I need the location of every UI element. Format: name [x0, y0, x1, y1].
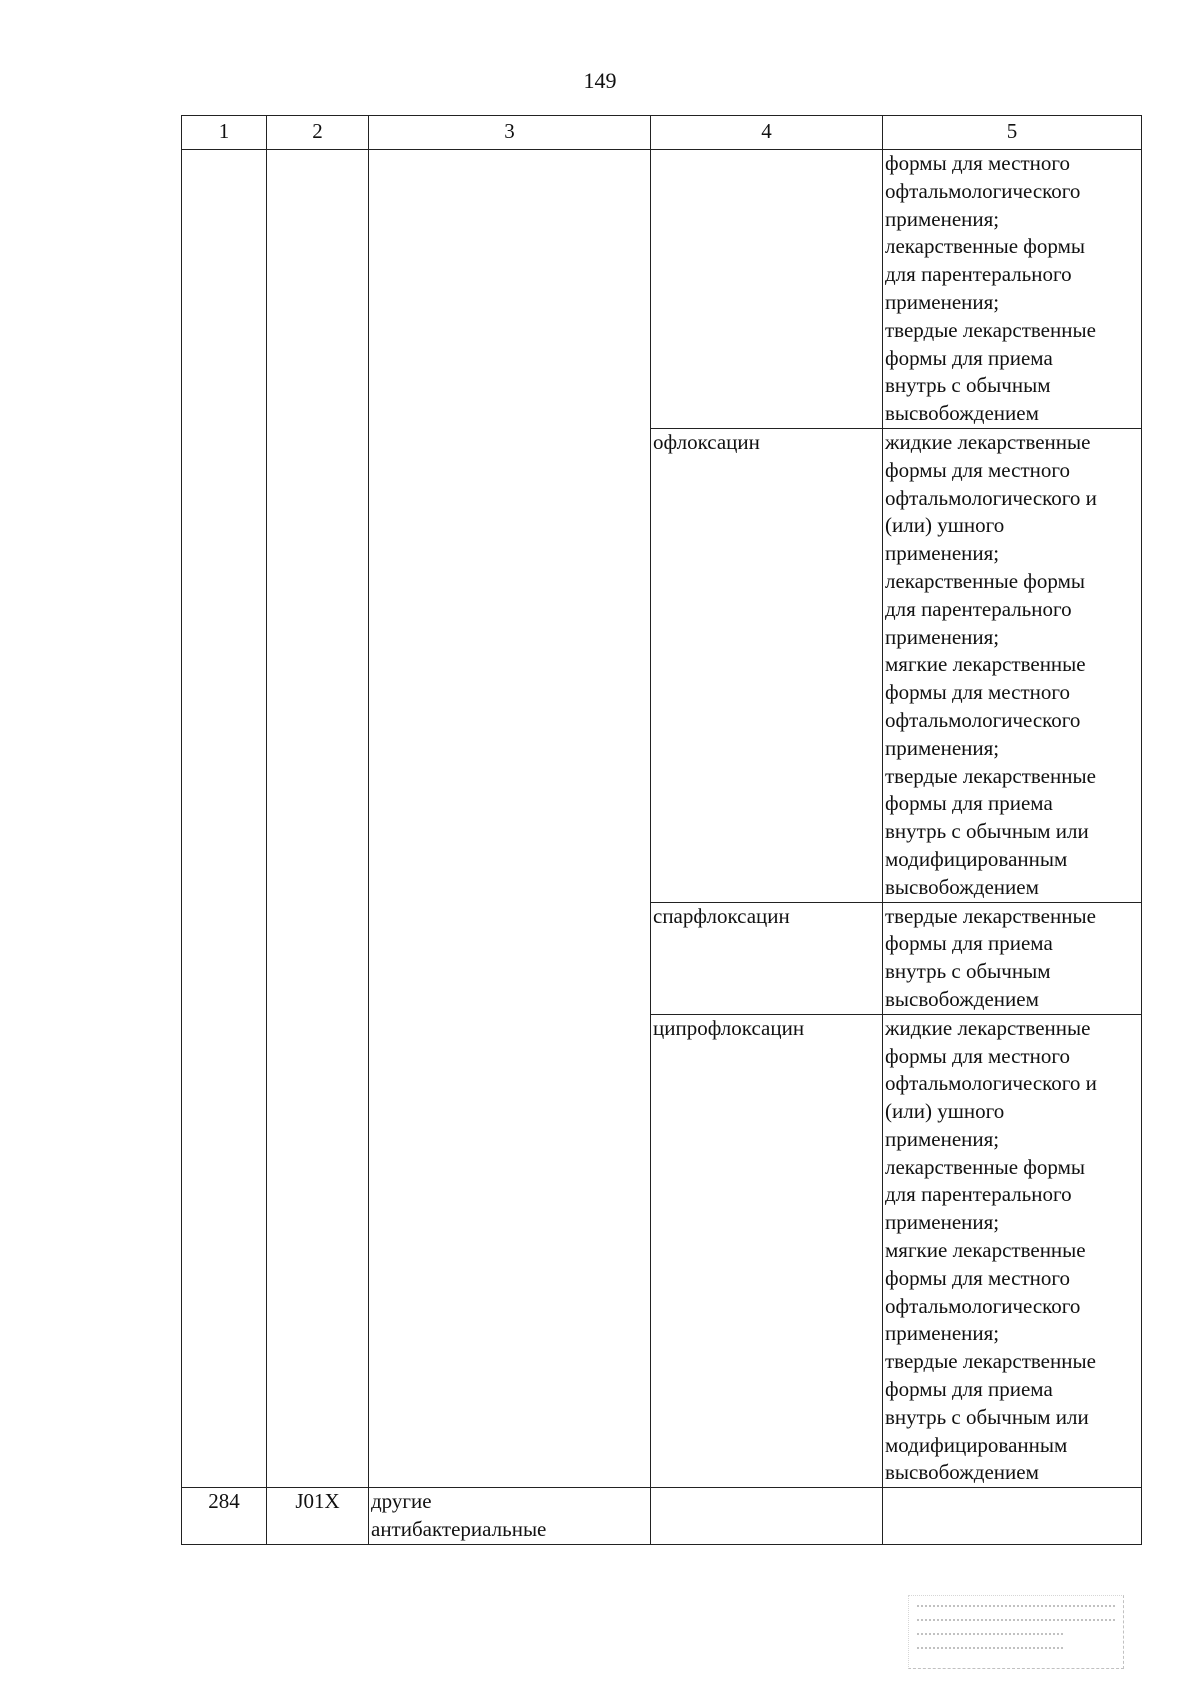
dosage-form-line: высвобождением	[885, 1460, 1039, 1485]
stamp-line	[917, 1633, 1063, 1638]
dosage-form-line: жидкие лекарственные	[885, 1015, 1091, 1040]
dosage-form-line: высвобождением	[885, 986, 1039, 1011]
dosage-form-line: внутрь с обычным или	[885, 1404, 1089, 1429]
dosage-form-line: мягкие лекарственные	[885, 652, 1086, 677]
dosage-form-line: лекарственные формы	[885, 234, 1085, 259]
dosage-form-line: формы для местного	[885, 151, 1070, 175]
dosage-form-line: формы для приема	[885, 931, 1053, 956]
dosage-forms-cell	[883, 1488, 1142, 1545]
group-cell	[369, 1488, 651, 1545]
dosage-form-line: формы для приема	[885, 791, 1053, 816]
code-cell	[267, 150, 369, 1488]
group-name-line: другие	[371, 1489, 432, 1514]
dosage-form-line: высвобождением	[885, 401, 1039, 426]
dosage-form-line: твердые лекарственные	[885, 317, 1096, 342]
dosage-forms-cell	[883, 902, 1142, 1014]
dosage-form-line: применения;	[885, 1210, 1000, 1235]
dosage-form-line: (или) ушного	[885, 513, 1005, 538]
dosage-form-line: формы для местного	[885, 457, 1070, 482]
stamp-line	[917, 1605, 1115, 1610]
dosage-form-line: (или) ушного	[885, 1099, 1005, 1124]
dosage-form-line: применения;	[885, 1321, 1000, 1346]
column-header-5: 5	[883, 116, 1142, 150]
dosage-form-line: твердые лекарственные	[885, 763, 1096, 788]
drug-name-cell: офлоксацин	[651, 428, 883, 902]
drug-name-cell	[651, 1488, 883, 1545]
dosage-forms-cell	[883, 428, 1142, 902]
dosage-forms-cell	[883, 150, 1142, 429]
dosage-form-line: модифицированным	[885, 846, 1068, 871]
dosage-form-line: применения;	[885, 624, 1000, 649]
code-cell: J01X	[267, 1488, 369, 1545]
dosage-form-line: внутрь с обычным или	[885, 819, 1089, 844]
dosage-form-line: формы для местного	[885, 680, 1070, 705]
dosage-form-line: применения;	[885, 206, 1000, 231]
dosage-form-line: для парентерального	[885, 1182, 1072, 1207]
dosage-form-line: офтальмологического и	[885, 1071, 1097, 1096]
dosage-form-line: формы для приема	[885, 345, 1053, 370]
dosage-form-line: офтальмологического	[885, 178, 1081, 203]
dosage-forms-cell	[883, 1014, 1142, 1488]
page-number: 149	[583, 68, 617, 93]
dosage-form-line: мягкие лекарственные	[885, 1238, 1086, 1263]
dosage-form-line: формы для местного	[885, 1043, 1070, 1068]
dosage-form-line: внутрь с обычным	[885, 959, 1051, 984]
drug-name-cell: ципрофлоксацин	[651, 1014, 883, 1488]
dosage-form-line: высвобождением	[885, 874, 1039, 899]
number-cell: 284	[182, 1488, 267, 1545]
dosage-form-line: жидкие лекарственные	[885, 429, 1091, 454]
drug-name-cell	[651, 150, 883, 429]
document-stamp	[908, 1595, 1124, 1669]
dosage-form-line: твердые лекарственные	[885, 903, 1096, 928]
dosage-form-line: для парентерального	[885, 262, 1072, 287]
drug-name-cell: спарфлоксацин	[651, 902, 883, 1014]
column-header-1: 1	[182, 116, 267, 150]
number-cell	[182, 150, 267, 1488]
table-row	[182, 150, 1142, 429]
stamp-line	[917, 1619, 1115, 1624]
dosage-form-line: лекарственные формы	[885, 568, 1085, 593]
column-header-3: 3	[369, 116, 651, 150]
dosage-form-line: формы для приема	[885, 1377, 1053, 1402]
header-row	[182, 116, 1142, 150]
dosage-form-line: применения;	[885, 1126, 1000, 1151]
dosage-form-line: твердые лекарственные	[885, 1349, 1096, 1374]
column-header-2: 2	[267, 116, 369, 150]
column-header-4: 4	[651, 116, 883, 150]
group-name-line: антибактериальные	[371, 1517, 547, 1542]
dosage-form-line: офтальмологического	[885, 707, 1081, 732]
dosage-form-line: офтальмологического	[885, 1293, 1081, 1318]
table-row	[182, 1488, 1142, 1545]
drug-table	[181, 115, 1142, 1545]
dosage-form-line: применения;	[885, 735, 1000, 760]
group-cell	[369, 150, 651, 1488]
dosage-form-line: применения;	[885, 541, 1000, 566]
dosage-form-line: для парентерального	[885, 596, 1072, 621]
stamp-line	[917, 1647, 1063, 1652]
dosage-form-line: офтальмологического и	[885, 485, 1097, 510]
dosage-form-line: внутрь с обычным	[885, 373, 1051, 398]
dosage-form-line: модифицированным	[885, 1432, 1068, 1457]
dosage-form-line: применения;	[885, 289, 1000, 314]
dosage-form-line: лекарственные формы	[885, 1154, 1085, 1179]
dosage-form-line: формы для местного	[885, 1265, 1070, 1290]
